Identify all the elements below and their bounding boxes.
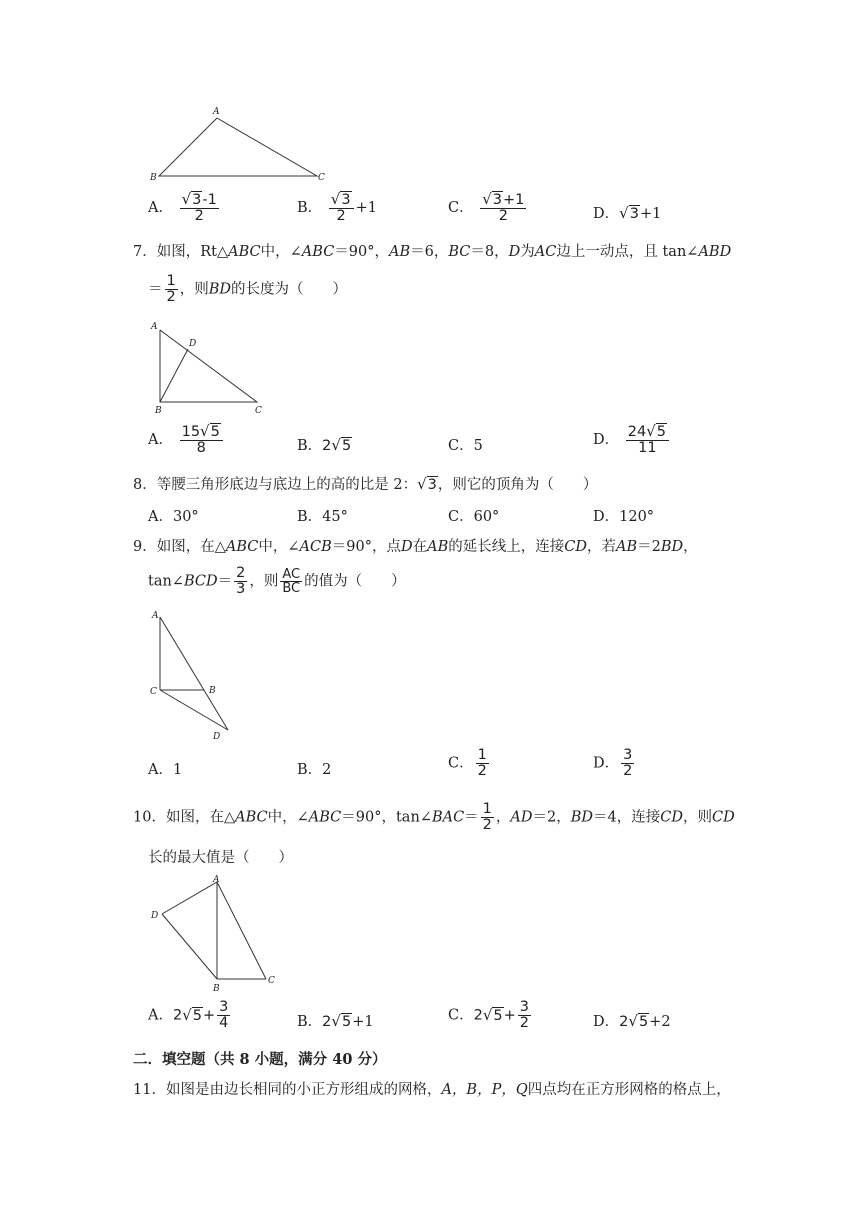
q6-vertex-c: C — [318, 173, 325, 183]
q9-triangle-figure — [145, 608, 255, 743]
q9-vertex-c: C — [150, 687, 157, 697]
q6-option-b: B． $\frac{√3}{2}$ +1 — [297, 190, 377, 225]
q8-option-d: D．120° — [593, 509, 655, 525]
q10-triangle-figure — [145, 872, 285, 994]
q10-vertex-a: A — [213, 875, 220, 885]
q9-option-b: B．2 — [297, 762, 332, 778]
q7-option-a: A． $\frac{15√5}{8}$ — [148, 424, 225, 456]
q7-option-c: C．5 — [448, 438, 483, 454]
q9-option-d: D． $\frac{3}{2}$ — [593, 747, 633, 780]
q6-vertex-a: A — [213, 107, 220, 117]
q9-option-c: C． $\frac{1}{2}$ — [448, 747, 487, 780]
q10-vertex-c: C — [268, 976, 275, 986]
q7-triangle-figure — [145, 318, 275, 418]
section-title-fill-in: 二．填空题（共 8 小题，满分 40 分） — [133, 1051, 387, 1068]
q7-stem-line2: ＝ $\frac{1}{2}$ ，则BD的长度为（ ） — [148, 273, 348, 306]
q9-vertex-d: D — [213, 732, 221, 742]
q7-vertex-b: B — [155, 406, 162, 416]
q6-triangle-figure — [140, 100, 340, 190]
q6-vertex-b: B — [150, 173, 157, 183]
q7-vertex-d: D — [189, 339, 197, 349]
q10-option-a: A．2√5+ $\frac{3}{4}$ — [148, 999, 229, 1032]
q9-vertex-b: B — [209, 686, 216, 696]
q9-vertex-a: A — [152, 611, 159, 621]
q10-vertex-b: B — [213, 984, 220, 994]
q7-vertex-c: C — [255, 406, 262, 416]
q7-option-d: D． $\frac{24√5}{11}$ — [593, 424, 671, 456]
q8-option-b: B．45° — [297, 509, 348, 525]
q10-stem-line2: 长的最大值是（ ） — [148, 850, 293, 866]
q9-stem-line2: tan∠BCD＝ $\frac{2}{3}$ ，则 $\frac{AC}{BC}$ 的值为（ ） — [148, 565, 406, 598]
q7-stem-line1: 7．如图，Rt△ABC中，∠ABC＝90°，AB＝6，BC＝8，D为AC边上一动点，且 tan∠ABD — [133, 244, 732, 260]
q6-option-d: D．√3+1 — [593, 204, 662, 222]
q10-option-c: C．2√5+ $\frac{3}{2}$ — [448, 999, 530, 1032]
q10-option-d: D．2√5+2 — [593, 1012, 671, 1030]
q8-stem: 8．等腰三角形底边与底边上的高的比是 2：√3，则它的顶角为（ ） — [133, 475, 598, 493]
q9-option-a: A．1 — [148, 762, 183, 778]
q10-stem-line1: 10．如图，在△ABC中，∠ABC＝90°，tan∠BAC＝ $\frac{1}{2}$ ，AD＝2，BD＝4，连接CD，则CD — [133, 801, 735, 834]
q9-stem-line1: 9．如图，在△ABC中，∠ACB＝90°，点D在AB的延长线上，连接CD，若AB＝2BD， — [133, 539, 698, 555]
q8-option-c: C．60° — [448, 509, 500, 525]
q7-vertex-a: A — [151, 322, 158, 332]
q10-option-b: B．2√5+1 — [297, 1012, 374, 1030]
q10-vertex-d: D — [151, 911, 159, 921]
q8-option-a: A．30° — [148, 509, 199, 525]
q7-option-b: B．2√5 — [297, 436, 352, 454]
q6-option-a: A． $\frac{√3-1}{2}$ — [148, 190, 217, 225]
q11-stem: 11．如图是由边长相同的小正方形组成的网格，A，B，P，Q四点均在正方形网格的格点上， — [133, 1082, 731, 1098]
q6-option-c: C． $\frac{√3+1}{2}$ — [448, 190, 525, 225]
